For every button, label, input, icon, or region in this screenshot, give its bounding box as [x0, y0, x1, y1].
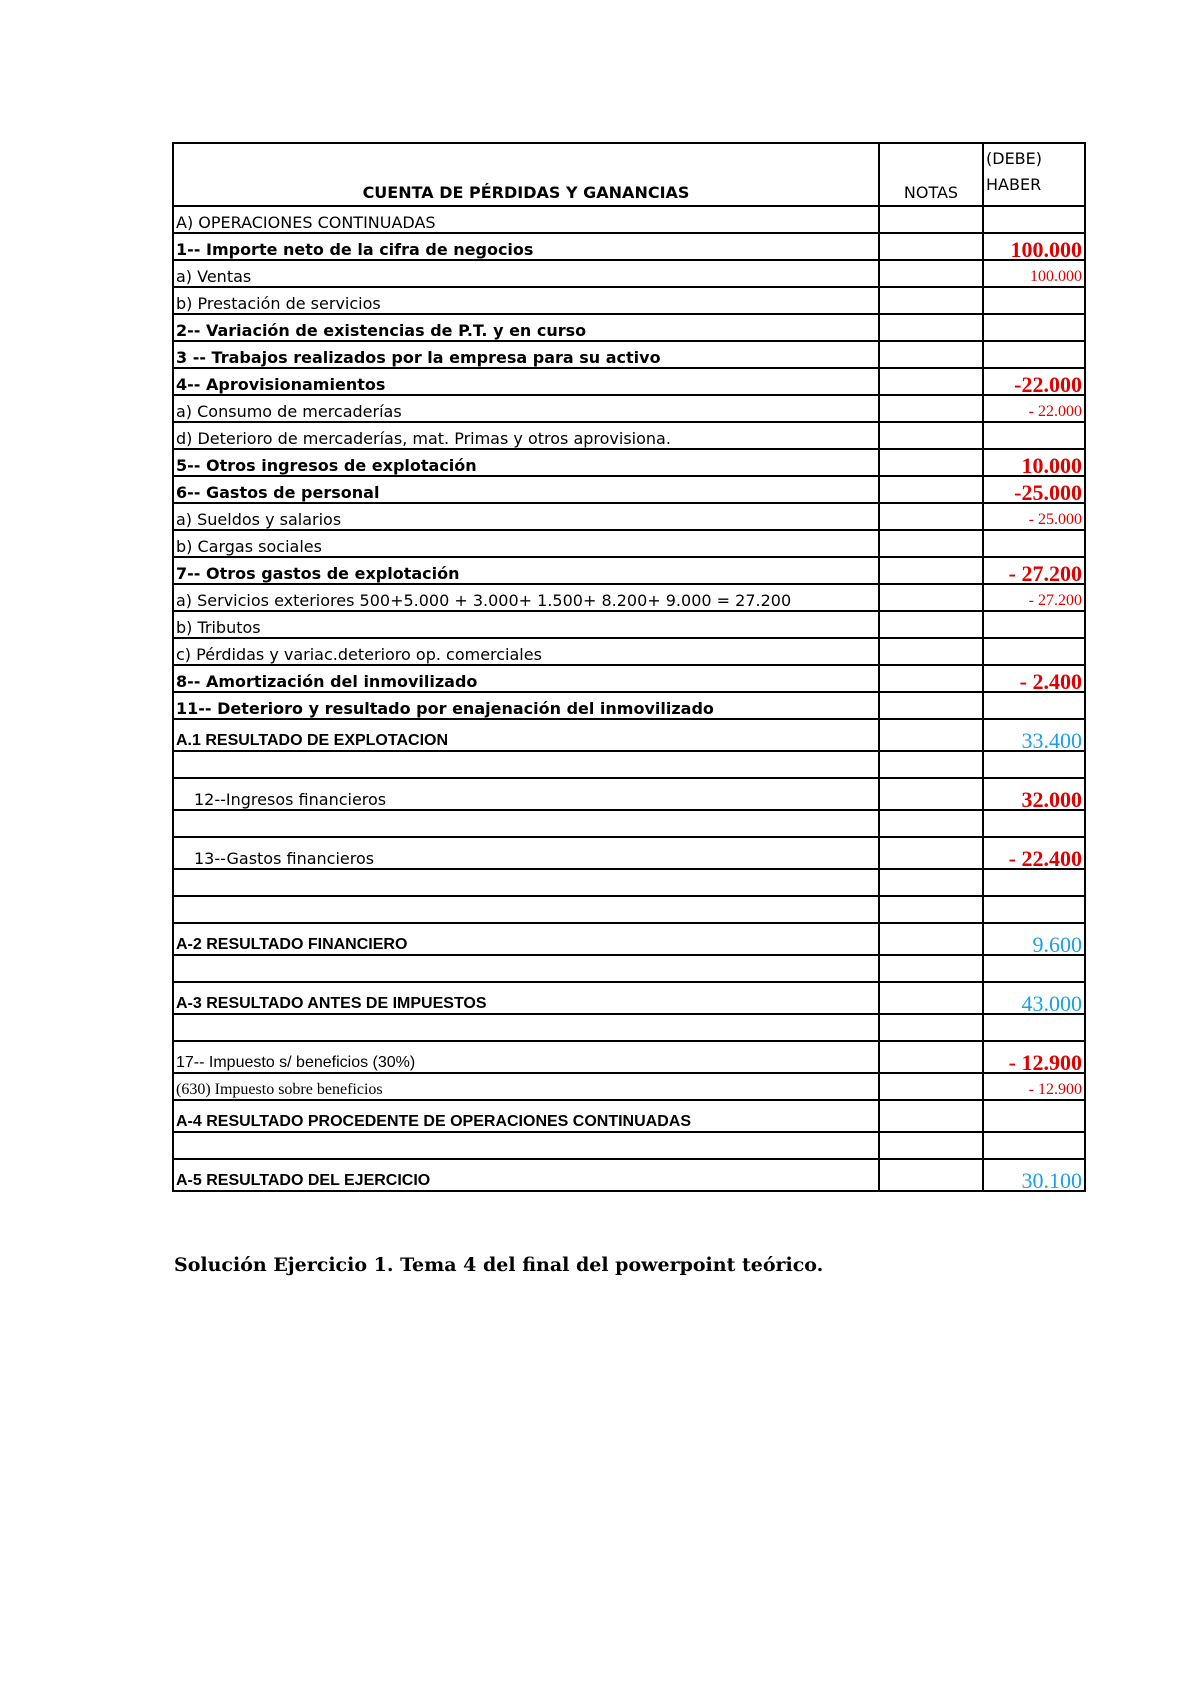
table-row: [173, 422, 1085, 449]
table-row: [173, 638, 1085, 665]
table-row: [173, 476, 1085, 503]
row-label: 7-- Otros gastos de explotación: [173, 557, 879, 584]
row-label: a) Servicios exteriores 500+5.000 + 3.000+ 1.500+ 8.200+ 9.000 = 27.200: [173, 584, 879, 611]
row-notas: [879, 719, 983, 751]
row-notas: [879, 778, 983, 810]
table-row: [173, 611, 1085, 638]
row-notas: [879, 923, 983, 955]
row-value: - 12.900: [983, 1073, 1085, 1100]
profit-loss-table: [172, 142, 1086, 1192]
table-row: [173, 837, 1085, 869]
row-notas: [879, 1073, 983, 1100]
table-row: [173, 665, 1085, 692]
row-value: [983, 287, 1085, 314]
row-value: - 25.000: [983, 503, 1085, 530]
table-row: [173, 1159, 1085, 1191]
table-row: [173, 368, 1085, 395]
row-label: 11-- Deterioro y resultado por enajenación del inmovilizado: [173, 692, 879, 719]
row-notas: [879, 368, 983, 395]
row-notas: [879, 476, 983, 503]
table-row-empty: [173, 751, 1085, 778]
row-value: [983, 638, 1085, 665]
table-row: [173, 395, 1085, 422]
row-value: [983, 341, 1085, 368]
row-label: 4-- Aprovisionamientos: [173, 368, 879, 395]
row-notas: [879, 584, 983, 611]
row-notas: [879, 638, 983, 665]
row-notas: [879, 557, 983, 584]
table-row: [173, 1073, 1085, 1100]
row-label: A-3 RESULTADO ANTES DE IMPUESTOS: [173, 982, 879, 1014]
table-row: [173, 287, 1085, 314]
row-notas: [879, 206, 983, 233]
row-value: 32.000: [983, 778, 1085, 810]
row-notas: [879, 395, 983, 422]
row-label: A-5 RESULTADO DEL EJERCICIO: [173, 1159, 879, 1191]
table-row: [173, 719, 1085, 751]
row-label: d) Deterioro de mercaderías, mat. Primas y otros aprovisiona.: [173, 422, 879, 449]
table-row: [173, 503, 1085, 530]
table-row-empty: [173, 1014, 1085, 1041]
table-row: [173, 692, 1085, 719]
table-header-row: [173, 143, 1085, 206]
row-value: [983, 422, 1085, 449]
table-row: [173, 206, 1085, 233]
row-value: [983, 530, 1085, 557]
row-notas: [879, 692, 983, 719]
table-row-empty: [173, 955, 1085, 982]
row-value: - 22.400: [983, 837, 1085, 869]
row-label: 12--Ingresos financieros: [173, 778, 879, 810]
row-value: - 12.900: [983, 1041, 1085, 1073]
row-value: 30.100: [983, 1159, 1085, 1191]
row-value: - 22.000: [983, 395, 1085, 422]
row-label: 2-- Variación de existencias de P.T. y en curso: [173, 314, 879, 341]
row-label: A-2 RESULTADO FINANCIERO: [173, 923, 879, 955]
row-value: -25.000: [983, 476, 1085, 503]
row-notas: [879, 1159, 983, 1191]
row-notas: [879, 260, 983, 287]
row-value: -22.000: [983, 368, 1085, 395]
row-notas: [879, 837, 983, 869]
row-value: [983, 206, 1085, 233]
row-label: 1-- Importe neto de la cifra de negocios: [173, 233, 879, 260]
table-row: [173, 923, 1085, 955]
row-notas: [879, 982, 983, 1014]
row-label: 17-- Impuesto s/ beneficios (30%): [173, 1041, 879, 1073]
debe-haber-header: [983, 143, 1085, 206]
table-row: [173, 982, 1085, 1014]
table-row: [173, 1100, 1085, 1132]
row-value: - 2.400: [983, 665, 1085, 692]
row-label: 13--Gastos financieros: [173, 837, 879, 869]
row-notas: [879, 341, 983, 368]
table-row: [173, 341, 1085, 368]
row-value: 10.000: [983, 449, 1085, 476]
row-notas: [879, 665, 983, 692]
row-label: A-4 RESULTADO PROCEDENTE DE OPERACIONES CONTINUADAS: [173, 1100, 879, 1132]
notas-header: NOTAS: [879, 143, 983, 206]
table-row: [173, 233, 1085, 260]
table-row: [173, 778, 1085, 810]
row-label: a) Ventas: [173, 260, 879, 287]
row-label: a) Sueldos y salarios: [173, 503, 879, 530]
row-label: A.1 RESULTADO DE EXPLOTACION: [173, 719, 879, 751]
row-label: 6-- Gastos de personal: [173, 476, 879, 503]
table-row: [173, 530, 1085, 557]
row-notas: [879, 611, 983, 638]
row-value: [983, 1100, 1085, 1132]
row-value: 100.000: [983, 260, 1085, 287]
row-value: 33.400: [983, 719, 1085, 751]
table-row-empty: [173, 896, 1085, 923]
caption: Solución Ejercicio 1. Tema 4 del final del powerpoint teórico.: [174, 1254, 824, 1276]
row-notas: [879, 1100, 983, 1132]
row-label: b) Cargas sociales: [173, 530, 879, 557]
row-notas: [879, 233, 983, 260]
table-row-empty: [173, 1132, 1085, 1159]
row-notas: [879, 287, 983, 314]
row-value: - 27.200: [983, 557, 1085, 584]
table-row: [173, 1041, 1085, 1073]
row-value: 100.000: [983, 233, 1085, 260]
row-label: (630) Impuesto sobre beneficios: [173, 1073, 879, 1100]
haber-label: HABER: [986, 175, 1042, 194]
row-value: [983, 314, 1085, 341]
row-notas: [879, 422, 983, 449]
table-row: [173, 449, 1085, 476]
row-notas: [879, 314, 983, 341]
row-value: [983, 611, 1085, 638]
row-value: 9.600: [983, 923, 1085, 955]
row-value: - 27.200: [983, 584, 1085, 611]
row-notas: [879, 449, 983, 476]
row-label: a) Consumo de mercaderías: [173, 395, 879, 422]
row-label: 8-- Amortización del inmovilizado: [173, 665, 879, 692]
row-label: c) Pérdidas y variac.deterioro op. comerciales: [173, 638, 879, 665]
debe-label: (DEBE): [986, 149, 1042, 168]
row-notas: [879, 1041, 983, 1073]
table-row: [173, 314, 1085, 341]
row-label: 3 -- Trabajos realizados por la empresa para su activo: [173, 341, 879, 368]
row-label: A) OPERACIONES CONTINUADAS: [173, 206, 879, 233]
table-row: [173, 557, 1085, 584]
row-label: b) Tributos: [173, 611, 879, 638]
table-row: [173, 260, 1085, 287]
row-label: b) Prestación de servicios: [173, 287, 879, 314]
table-row: [173, 584, 1085, 611]
row-notas: [879, 503, 983, 530]
table-title: CUENTA DE PÉRDIDAS Y GANANCIAS: [173, 143, 879, 206]
row-value: 43.000: [983, 982, 1085, 1014]
table-row-empty: [173, 810, 1085, 837]
row-value: [983, 692, 1085, 719]
row-notas: [879, 530, 983, 557]
table-row-empty: [173, 869, 1085, 896]
row-label: 5-- Otros ingresos de explotación: [173, 449, 879, 476]
